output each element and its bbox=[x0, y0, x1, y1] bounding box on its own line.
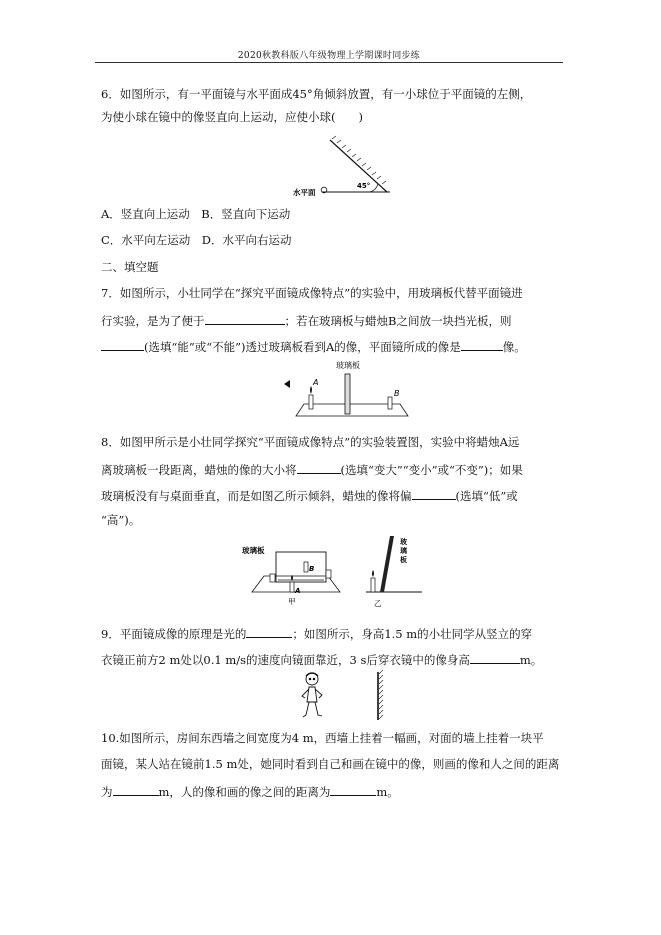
q8-text-d: (选填“低”或 bbox=[455, 489, 518, 503]
q10-blank-2[interactable] bbox=[330, 784, 376, 796]
q7-blank-2[interactable] bbox=[101, 339, 144, 351]
q7-label-a: A bbox=[313, 378, 319, 387]
q7-glass-label: 玻璃板 bbox=[336, 361, 360, 370]
q6-options-cd: C．水平向左运动 D．水平向右运动 bbox=[101, 233, 292, 247]
q6-options-ab: A．竖直向上运动 B．竖直向下运动 bbox=[101, 207, 291, 221]
q9-text-a: 9．平面镜成像的原理是光的 bbox=[101, 627, 247, 641]
q7-text-b: ；若在玻璃板与蜡烛B之间放一块挡光板，则 bbox=[284, 314, 512, 328]
q10-text-b: m，人的像和画的像之间的距离为 bbox=[158, 785, 331, 799]
q8-label-b: B bbox=[309, 565, 315, 573]
q7-label-b: B bbox=[394, 389, 400, 398]
q6-figure-mirror bbox=[292, 134, 392, 200]
q6-line2: 为使小球在镜中的像竖直向上运动，应使小球( ) bbox=[101, 110, 363, 124]
svg-text:板: 板 bbox=[400, 556, 407, 564]
q7-line2 bbox=[101, 313, 563, 328]
q10-line1: 10.如图所示，房间东西墙之间宽度为4 m，西墙上挂着一幅画，对面的墙上挂着一块平 bbox=[101, 731, 544, 745]
q8-caption-jia: 甲 bbox=[288, 597, 296, 606]
q8-candle-b bbox=[304, 562, 308, 572]
q7-figure-setup bbox=[282, 358, 418, 422]
q8-line1: 8．如图甲所示是小壮同学探究“平面镜成像特点”的实验装置图，实验中将蜡烛A远 bbox=[101, 435, 520, 449]
q9-line2 bbox=[101, 652, 563, 667]
q10-blank-1[interactable] bbox=[113, 784, 159, 796]
section-title-fill-in: 二、填空题 bbox=[101, 260, 159, 274]
svg-text:玻: 玻 bbox=[400, 538, 407, 546]
q8-blank-1[interactable] bbox=[297, 462, 341, 474]
q8-text-b: (选填“变大”“变小”或“不变”)；如果 bbox=[340, 463, 523, 477]
q7-eye-icon bbox=[284, 380, 290, 388]
q10-text-c: m。 bbox=[376, 785, 399, 799]
person-figure bbox=[302, 673, 322, 717]
q7-text-d: 像。 bbox=[502, 340, 526, 354]
q7-text-c: (选填“能”或“不能”)透过玻璃板看到A的像，平面镜所成的像是 bbox=[144, 340, 461, 354]
q7-line3 bbox=[101, 339, 563, 354]
q10-line3 bbox=[101, 784, 563, 799]
q8-caption-yi: 乙 bbox=[374, 599, 382, 608]
q8-blank-2[interactable] bbox=[412, 488, 456, 500]
svg-text:璃: 璃 bbox=[400, 547, 407, 555]
q9-text-c: 衣镜正前方2 m处以0.1 m/s的速度向镜面靠近，3 s后穿衣镜中的像身高 bbox=[101, 653, 470, 667]
q6-horizontal-label: 水平面 bbox=[293, 188, 316, 197]
q8-glass-plate bbox=[276, 552, 326, 582]
q8-line4: “高”)。 bbox=[101, 513, 141, 527]
q7-blank-1[interactable] bbox=[205, 313, 285, 325]
q8-text-c: 玻璃板没有与桌面垂直，而是如图乙所示倾斜，蜡烛的像将偏 bbox=[101, 489, 412, 503]
q8-text-a: 离玻璃板一段距离，蜡烛的像的大小将 bbox=[101, 463, 297, 477]
q7-line1: 7．如图所示，小壮同学在“探究平面镜成像特点”的实验中，用玻璃板代替平面镜进 bbox=[101, 286, 523, 300]
q9-blank-1[interactable] bbox=[246, 626, 292, 638]
q8-yi-glass-label bbox=[400, 537, 408, 564]
page-header: 2020秋教科版八年级物理上学期课时同步练 bbox=[237, 51, 421, 61]
q10-text-a: 为 bbox=[101, 785, 113, 799]
q8-label-a: A bbox=[295, 587, 301, 595]
q8-jia-glass-label: 玻璃板 bbox=[242, 546, 265, 555]
q8-yi-candle bbox=[371, 578, 375, 592]
q8-line2 bbox=[101, 462, 563, 477]
q7-blank-3[interactable] bbox=[461, 339, 503, 351]
q6-line1: 6．如图所示，有一平面镜与水平面成45°角倾斜放置，有一小球位于平面镜的左侧， bbox=[101, 87, 532, 101]
q9-figure-mirror-person bbox=[296, 668, 390, 724]
q8-candle-a bbox=[290, 582, 294, 592]
q8-figure-jia bbox=[240, 540, 350, 606]
q7-glass-plate bbox=[345, 374, 350, 414]
q10-line2: 面镜，某人站在镜前1.5 m处，她同时看到自己和画在镜中的像，则画的像和人之间的距离 bbox=[101, 757, 560, 771]
q8-line3 bbox=[101, 488, 563, 503]
q7-text-a: 行实验，是为了便于 bbox=[101, 314, 205, 328]
q7-candle-a bbox=[309, 395, 313, 409]
q6-angle-label: 45° bbox=[357, 182, 371, 190]
header-divider bbox=[95, 62, 563, 63]
q9-text-b: ；如图所示，身高1.5 m的小壮同学从竖立的穿 bbox=[292, 627, 533, 641]
q8-figure-yi bbox=[362, 530, 428, 608]
q8-tilted-glass bbox=[380, 536, 394, 592]
q9-blank-2[interactable] bbox=[470, 652, 520, 664]
q7-candle-b bbox=[388, 397, 392, 409]
q9-text-d: m。 bbox=[519, 653, 543, 667]
q9-line1 bbox=[101, 626, 563, 641]
